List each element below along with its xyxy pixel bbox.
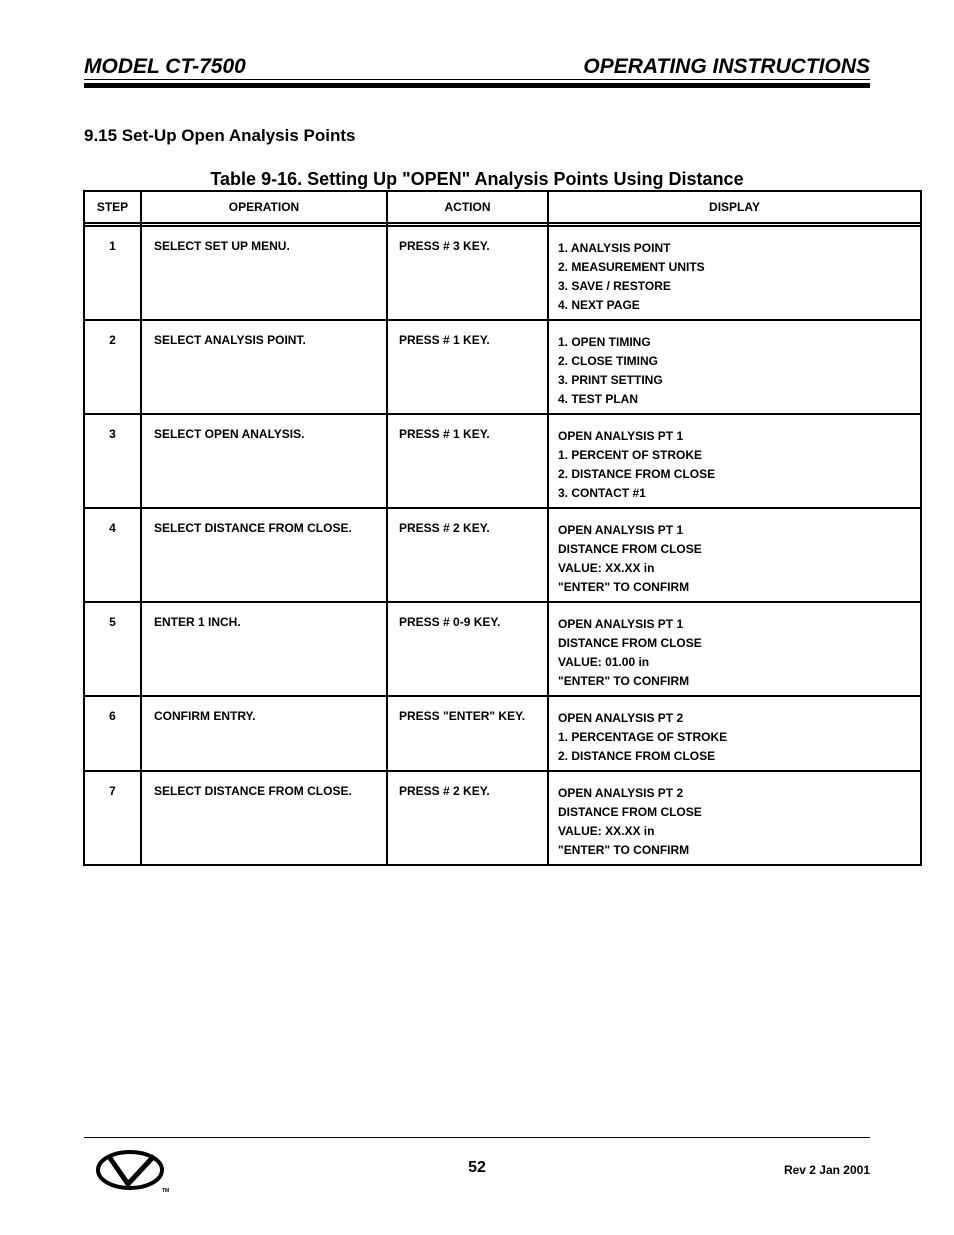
trademark-mark: TM bbox=[162, 1188, 170, 1194]
step-number: 5 bbox=[84, 602, 141, 696]
column-header-step: STEP bbox=[84, 191, 141, 223]
operation-cell: SELECT OPEN ANALYSIS. bbox=[141, 414, 387, 508]
display-line: 1. PERCENT OF STROKE bbox=[558, 448, 703, 462]
table-row bbox=[84, 771, 921, 865]
display-line: 2. CLOSE TIMING bbox=[558, 354, 659, 368]
column-header-operation: OPERATION bbox=[141, 191, 387, 223]
display-cell bbox=[548, 602, 921, 696]
display-line: 2. DISTANCE FROM CLOSE bbox=[558, 467, 716, 481]
display-line: VALUE: 01.00 in bbox=[558, 655, 650, 669]
section-header: OPERATING INSTRUCTIONS bbox=[583, 55, 870, 78]
column-header-action: ACTION bbox=[387, 191, 548, 223]
display-line: 4. TEST PLAN bbox=[558, 392, 639, 406]
table-row bbox=[84, 508, 921, 602]
action-cell: PRESS "ENTER" KEY. bbox=[387, 696, 548, 771]
display-line: DISTANCE FROM CLOSE bbox=[558, 636, 702, 650]
action-cell: PRESS # 1 KEY. bbox=[387, 320, 548, 414]
action-cell: PRESS # 1 KEY. bbox=[387, 414, 548, 508]
display-cell bbox=[548, 508, 921, 602]
display-line: 1. OPEN TIMING bbox=[558, 335, 651, 349]
action-cell: PRESS # 2 KEY. bbox=[387, 771, 548, 865]
operation-cell: SELECT ANALYSIS POINT. bbox=[141, 320, 387, 414]
column-header-display: DISPLAY bbox=[548, 191, 921, 223]
display-line: 3. PRINT SETTING bbox=[558, 373, 663, 387]
step-number: 3 bbox=[84, 414, 141, 508]
action-cell: PRESS # 3 KEY. bbox=[387, 226, 548, 320]
table-row bbox=[84, 696, 921, 771]
table-row bbox=[84, 320, 921, 414]
step-number: 1 bbox=[84, 226, 141, 320]
display-line: 3. SAVE / RESTORE bbox=[558, 279, 671, 293]
steps-table bbox=[83, 190, 922, 866]
display-cell bbox=[548, 771, 921, 865]
table-title: Table 9-16. Setting Up "OPEN" Analysis Points Using Distance bbox=[210, 169, 744, 189]
table-header-row bbox=[84, 191, 921, 223]
display-line: 2. MEASUREMENT UNITS bbox=[558, 260, 705, 274]
step-number: 2 bbox=[84, 320, 141, 414]
table-row bbox=[84, 414, 921, 508]
display-cell bbox=[548, 320, 921, 414]
action-cell: PRESS # 2 KEY. bbox=[387, 508, 548, 602]
display-line: OPEN ANALYSIS PT 1 bbox=[558, 617, 684, 631]
display-line: "ENTER" TO CONFIRM bbox=[558, 674, 690, 688]
display-line: 1. ANALYSIS POINT bbox=[558, 241, 671, 255]
display-line: "ENTER" TO CONFIRM bbox=[558, 843, 690, 857]
display-line: VALUE: XX.XX in bbox=[558, 824, 655, 838]
operation-cell: SELECT DISTANCE FROM CLOSE. bbox=[141, 771, 387, 865]
display-line: 2. DISTANCE FROM CLOSE bbox=[558, 749, 716, 763]
display-cell bbox=[548, 226, 921, 320]
page-number: 52 bbox=[468, 1159, 486, 1176]
table-row bbox=[84, 226, 921, 320]
revision-label: Rev 2 Jan 2001 bbox=[783, 1163, 870, 1177]
footer-rule bbox=[84, 1137, 870, 1138]
header-rule-thin bbox=[84, 79, 870, 80]
operation-cell: SELECT SET UP MENU. bbox=[141, 226, 387, 320]
display-line: VALUE: XX.XX in bbox=[558, 561, 655, 575]
display-line: 1. PERCENTAGE OF STROKE bbox=[558, 730, 728, 744]
section-title: 9.15 Set-Up Open Analysis Points bbox=[84, 126, 356, 145]
step-number: 7 bbox=[84, 771, 141, 865]
display-line: 4. NEXT PAGE bbox=[558, 298, 640, 312]
operation-cell: ENTER 1 INCH. bbox=[141, 602, 387, 696]
step-number: 6 bbox=[84, 696, 141, 771]
header-rule-thick bbox=[84, 83, 870, 88]
display-line: OPEN ANALYSIS PT 2 bbox=[558, 786, 684, 800]
display-cell bbox=[548, 696, 921, 771]
display-line: OPEN ANALYSIS PT 1 bbox=[558, 429, 684, 443]
display-line: 3. CONTACT #1 bbox=[558, 486, 646, 500]
display-line: OPEN ANALYSIS PT 1 bbox=[558, 523, 684, 537]
display-line: "ENTER" TO CONFIRM bbox=[558, 580, 690, 594]
display-line: OPEN ANALYSIS PT 2 bbox=[558, 711, 684, 725]
display-line: DISTANCE FROM CLOSE bbox=[558, 805, 702, 819]
operation-cell: CONFIRM ENTRY. bbox=[141, 696, 387, 771]
display-cell bbox=[548, 414, 921, 508]
operation-cell: SELECT DISTANCE FROM CLOSE. bbox=[141, 508, 387, 602]
page-header bbox=[84, 55, 870, 81]
table-row bbox=[84, 602, 921, 696]
model-title: MODEL CT-7500 bbox=[84, 55, 246, 78]
action-cell: PRESS # 0-9 KEY. bbox=[387, 602, 548, 696]
step-number: 4 bbox=[84, 508, 141, 602]
table-body bbox=[84, 226, 921, 865]
display-line: DISTANCE FROM CLOSE bbox=[558, 542, 702, 556]
